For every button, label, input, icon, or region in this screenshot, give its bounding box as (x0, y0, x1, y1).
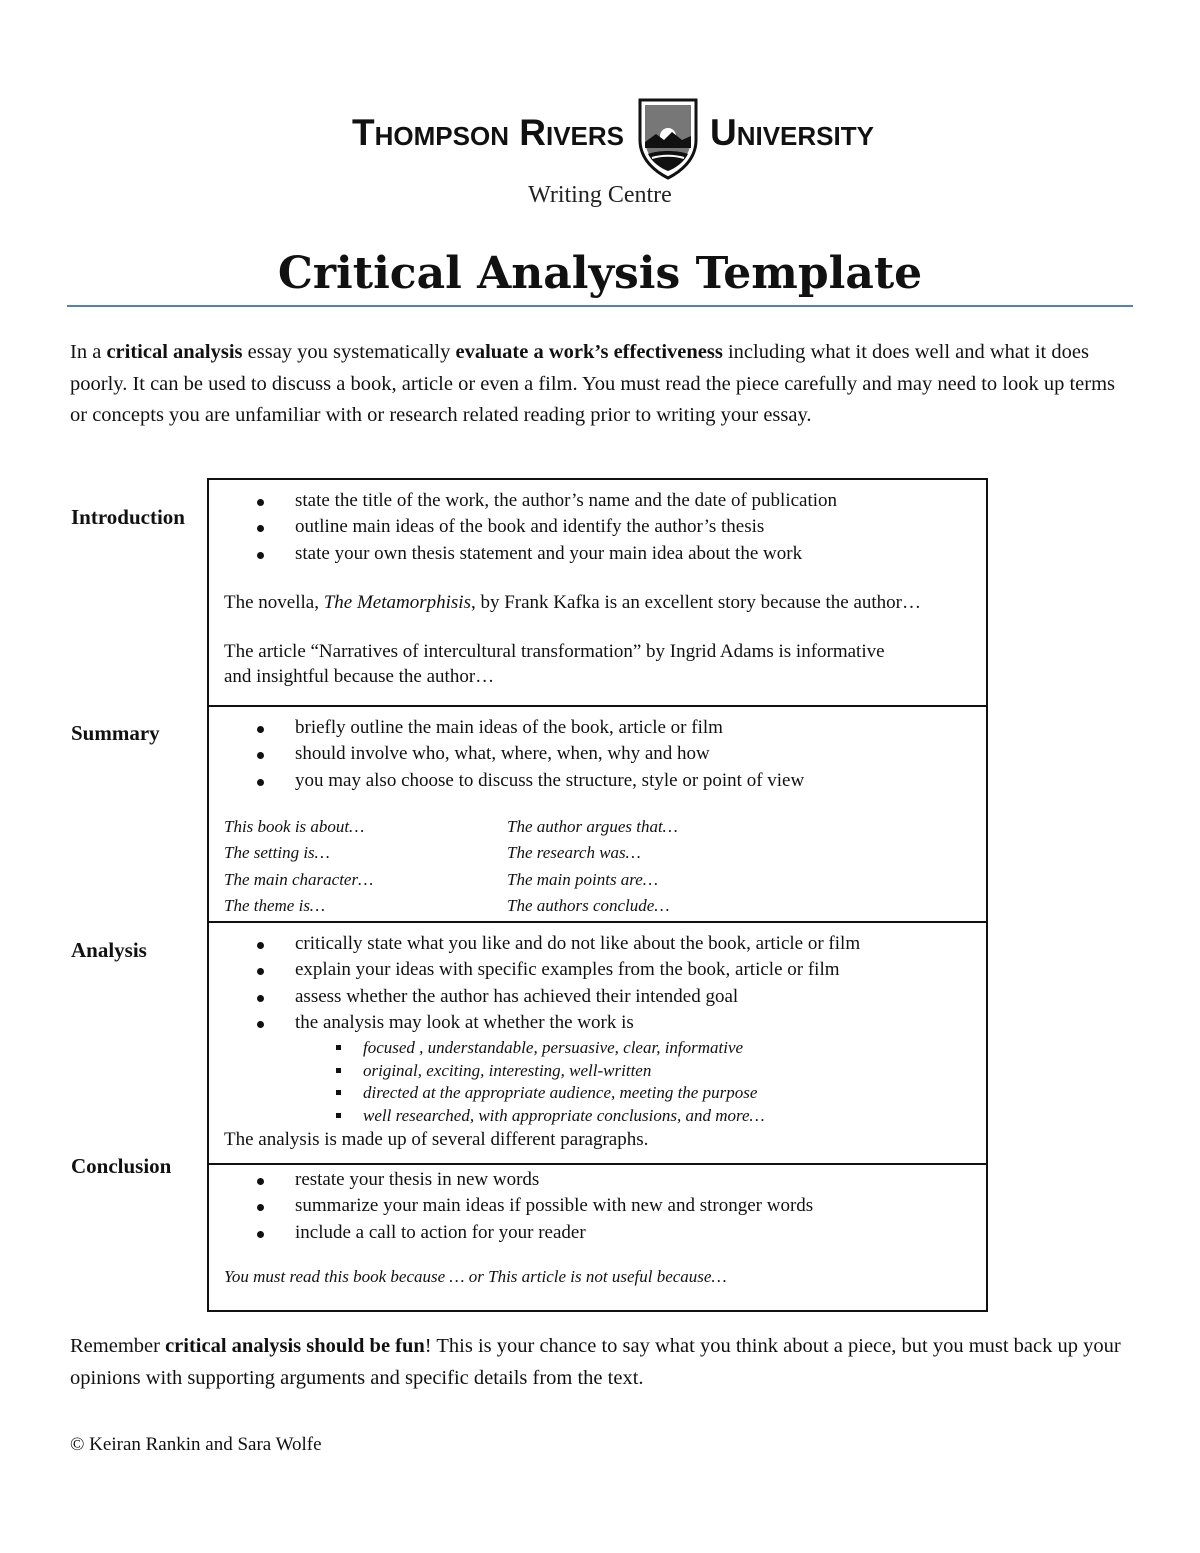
label-introduction: Introduction (71, 505, 185, 529)
outro-text-1: Remember (70, 1335, 166, 1357)
list-item: critically state what you like and do not like about the book, article or film (257, 931, 860, 957)
starter-row: This book is about… The author argues that… (224, 817, 678, 836)
list-item: original, exciting, interesting, well-written (331, 1060, 765, 1083)
row-conclusion (209, 1165, 986, 1308)
list-item: outline main ideas of the book and identify the author’s thesis (257, 514, 837, 540)
list-item: state the title of the work, the author’s name and the date of publication (257, 488, 837, 514)
row-introduction (209, 480, 986, 707)
list-item: summarize your main ideas if possible with new and stronger words (257, 1193, 813, 1219)
analysis-bullets (257, 931, 860, 1036)
title-divider (67, 305, 1133, 307)
intro-bold-2: evaluate a work’s effectiveness (455, 341, 723, 363)
list-item: well researched, with appropriate conclusions, and more… (331, 1105, 765, 1128)
row-analysis (209, 923, 986, 1165)
intro-paragraph (70, 337, 1135, 432)
summary-sentence-starters (224, 814, 944, 919)
template-table (207, 478, 988, 1312)
summary-bullets (257, 715, 804, 794)
list-item: explain your ideas with specific examples from the book, article or film (257, 957, 860, 983)
list-item: restate your thesis in new words (257, 1167, 813, 1193)
intro-text-2: essay you systematically (242, 341, 456, 363)
outro-text-2: ! This is your chance to say what you think about a piece, but you must back up your opinions with supporting arguments and specific details from the text. (70, 1335, 1121, 1389)
list-item: you may also choose to discuss the structure, style or point of view (257, 768, 804, 794)
page-title: Critical Analysis Template (277, 248, 923, 299)
list-item: the analysis may look at whether the work is (257, 1010, 860, 1036)
analysis-sub-bullets (331, 1037, 765, 1127)
list-item: include a call to action for your reader (257, 1220, 813, 1246)
university-name-left: Thompson Rivers (352, 112, 624, 153)
label-summary: Summary (71, 721, 160, 745)
starter-row: The theme is… The authors conclude… (224, 895, 670, 915)
list-item: directed at the appropriate audience, meeting the purpose (331, 1082, 765, 1105)
introduction-example-1: The novella, The Metamorphisis, by Frank Kafka is an excellent story because the author… (224, 592, 922, 613)
label-conclusion: Conclusion (71, 1154, 172, 1178)
analysis-note: The analysis is made up of several different paragraphs. (224, 1129, 649, 1150)
writing-centre-label: Writing Centre (528, 182, 672, 208)
outro-bold: critical analysis should be fun (165, 1335, 425, 1357)
conclusion-example: You must read this book because … or This article is not useful because… (224, 1267, 727, 1286)
intro-text-1: In a (70, 341, 107, 363)
starter-row: The main character… The main points are… (224, 869, 658, 889)
list-item: briefly outline the main ideas of the book, article or film (257, 715, 804, 741)
conclusion-bullets (257, 1167, 813, 1246)
page-header (0, 92, 1200, 184)
intro-text-3: including what it does well and what it does poorly. It can be used to discuss a book, article or even a film. You must read the piece carefully and may need to look up terms or concepts you are unfamiliar with or research related reading prior to writing your essay. (70, 341, 1116, 426)
university-crest-icon (636, 96, 700, 180)
closing-paragraph (70, 1330, 1135, 1394)
list-item: assess whether the author has achieved their intended goal (257, 984, 860, 1010)
copyright-notice: © Keiran Rankin and Sara Wolfe (70, 1434, 322, 1455)
university-name-right: University (710, 112, 874, 153)
starter-row: The setting is… The research was… (224, 843, 641, 863)
intro-bold-1: critical analysis (106, 341, 243, 363)
list-item: should involve who, what, where, when, why and how (257, 741, 804, 767)
list-item: focused , understandable, persuasive, clear, informative (331, 1037, 765, 1060)
list-item: state your own thesis statement and your main idea about the work (257, 541, 837, 567)
row-summary (209, 707, 986, 923)
introduction-bullets (257, 488, 837, 567)
label-analysis: Analysis (71, 938, 147, 962)
introduction-example-2: The article “Narratives of intercultural transformation” by Ingrid Adams is informative and insightful because the author… (224, 641, 885, 687)
